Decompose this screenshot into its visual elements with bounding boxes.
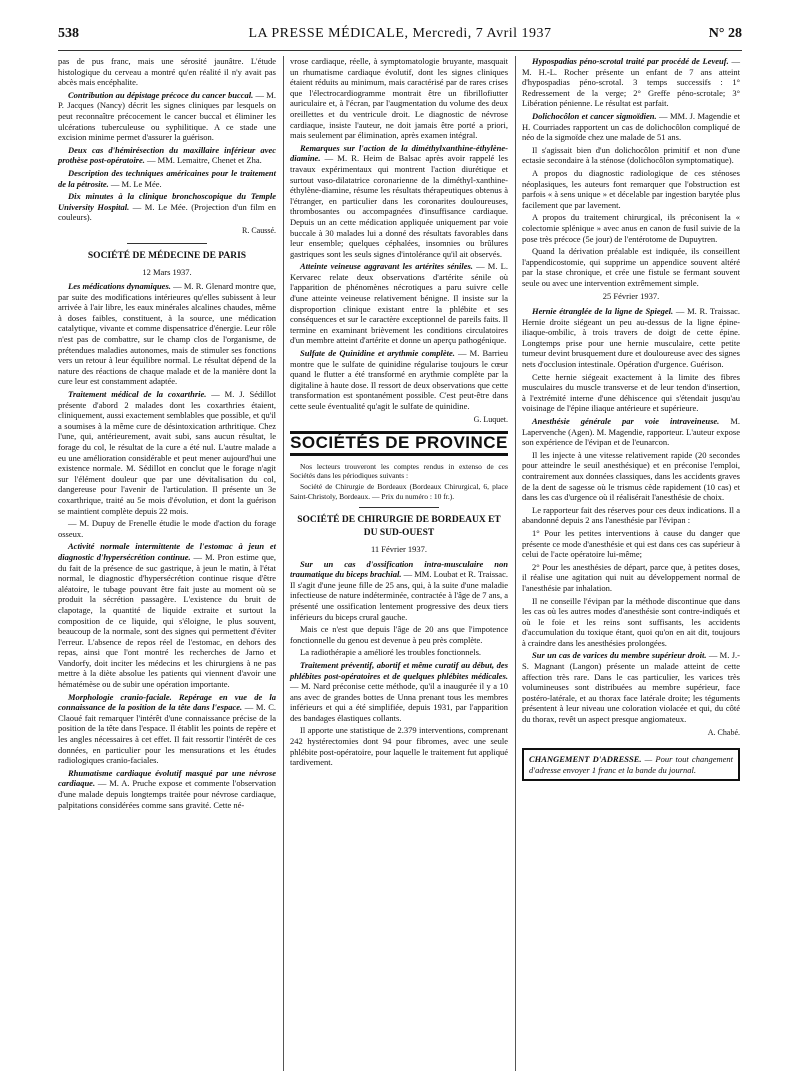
session-date: 11 Février 1937. [370, 543, 428, 554]
article-title: Contribution au dépistage précoce du cancer buccal. [68, 89, 254, 100]
paragraph: 2° Pour les anesthésies de départ, parce que, à petites doses, il réalise une agitation qui nuit au développement normal de l'anesthésie par inhalation. [522, 561, 740, 593]
article-title: Activité normale intermittente de l'estomac à jeun et diagnostic d'hypersécrétion continue. [58, 541, 276, 562]
signature: R. Caussé. [242, 225, 276, 235]
article-title: Anesthésie générale par voie intraveineuse. [532, 416, 720, 426]
article-text: — M. A. Pruche expose et commente l'observation d'une malade depuis longtemps traitée pour névrose cardiaque, palpitations considérées comme sans gravité. Cette né- [58, 778, 276, 810]
article-title: Sur un cas d'ossification intra-musculaire non traumatique du biceps brachial. [290, 558, 508, 580]
article-paragraph [290, 261, 508, 346]
column-3 [522, 56, 740, 781]
signature: A. Chabé. [707, 727, 740, 737]
paragraph: Il apporte une statistique de 2.379 interventions, comprenant 242 hystérectomies dont 94 pour fibromes, avec une seule phlébite post-opératoire, pour laquelle le traitement fut appliqué tardivement. [290, 725, 508, 768]
paragraph: — M. Dupuy de Frenelle étudie le mode d'action du forage osseux. [58, 518, 276, 539]
article-title: Morphologie cranio-faciale. Repérage en vue de la connaissance de la position de la tête dans l'espace. [58, 691, 276, 713]
article-paragraph [58, 281, 276, 387]
paragraph: Cette hernie siégeait exactement à la limite des fibres musculaires du muscle transverse et de leur tendon d'insertion, à l'extrémité interne d'une déhiscence qui s'étendait jusqu'au voisinage de l'épine iliaque antérieure et supérieure. [522, 371, 740, 414]
article-text: — M. C. Claoué fait remarquer l'intérêt d'une connaissance précise de la position de la tête dans l'espace. Il établit les points de repère et les angles nécessaires à cet effet. Il fait ressortir l'intérêt de ces données, en particulier pour les mensurations et les études radiologiques cranio-faciales. [58, 702, 276, 766]
section-banner: SOCIÉTÉS DE PROVINCE [290, 431, 508, 456]
journal-title: LA PRESSE MÉDICALE, Mercredi, 7 Avril 1937 [248, 26, 552, 41]
separator [359, 507, 439, 508]
article-title: Sulfate de Quinidine et arythmie complète. [300, 348, 455, 359]
periodical-note: Société de Chirurgie de Bordeaux (Bordeaux Chirurgical, 6, place Saint-Christoly, Bordeaux. — Prix du numéro : 10 fr.). [290, 482, 508, 501]
paragraph: A propos du traitement chirurgical, ils préconisent la « colectomie splénique » avec anus en canon de fusil suivie de la pose très précoce (5e jour) de l'entérotome de Dupuytren. [522, 212, 740, 244]
article-paragraph [290, 660, 508, 724]
intro-note: Nos lecteurs trouveront les comptes rendus in extenso de ces Sociétés dans les périodiques suivants : [290, 461, 508, 481]
article-text: — M. P. Jacques (Nancy) décrit les signes cliniques par lesquels on peut reconnaître précocement le cancer buccal et éliminer les ulcérations tuberculeuse ou syphilitique. A ce stade une excision minime permet d'assurer la guérison. [58, 89, 276, 143]
article-title: Traitement médical de la coxarthrie. [68, 389, 207, 400]
paragraph: A propos du diagnostic radiologique de ces sténoses néoplasiques, les auteurs font remarquer que l'obstruction est parfois « à sens unique » et décelable par ingestion barytée plus facilement que par lavement. [522, 167, 740, 210]
paragraph: Le rapporteur fait des réserves pour ces deux indications. Il a abandonné depuis 2 ans l'anesthésie par l'évipan : [522, 504, 740, 526]
article-paragraph [522, 111, 740, 143]
page-number: 538 [58, 26, 79, 41]
article-paragraph [290, 348, 508, 412]
article-title: Traitement préventif, abortif et même curatif au début, des phlébites post-opératoires et de quelques phlébites médicales. [290, 659, 508, 681]
paragraph: La radiothérapie a amélioré les troubles fonctionnels. [300, 647, 482, 658]
paragraph: vrose cardiaque, réelle, à symptomatologie bruyante, masquait un rhumatisme cardiaque évolutif, dont les signes cliniques étaient réduits au minimum, mais caractérisé par de rares crises que l'électrocardiogramme montrait être un fibrillofiutter auriculaire et, à l'écran, par l'augmentation du volume des deux oreillettes et du ventricule droit. Le diagnostic de névrose cardiaque, insiste l'auteur, ne doit jamais être porté a priori, mais seulement par élimination, après examen intégral. [290, 56, 508, 141]
paragraph: Il ne conseille l'évipan par la méthode discontinue que dans les cas où les autres modes d'anesthésie sont contre-indiqués et où le foie et les reins sont suffisants, les accidents d'accumulation du toxique étant, quoi qu'on en ait dit, toujours à craindre dans les anesthésies prolongées. [522, 595, 740, 648]
article-text: — M. J. Sédillot présente d'abord 2 malades dont les coxarthries étaient, cliniquement, aussi exactement semblables que possible, et qu'il a soumises à la même cure de désintoxication arthritique. Chez l'une, qui, antérieurement, avait subi, sans aucun résultat, le forage du col, le résultat de la cure a été nul. L'autre malade a eu une amélioration considérable et peut mener aujourd'hui une existence normale. M. Sédillot en conclut que le forage n'agit sur l'élément douleur que par une dévitalisation du col, dangereuse pour l'avenir de l'articulation. Il présente un 3e coxarthrique, traité au 5e mois d'évolution, et dont la guérison se maintient complète depuis 22 mois. [58, 389, 276, 516]
article-text: — M. R. Glenard montre que, par suite des modifications intérieures qu'elles subissent à leur arrivée à l'air libre, les eaux minérales alcalines chaudes, même à doses faibles, constituent, à la source, une médication catalytique, vivante et comme dispensatrice d'énergie. Leur rôle n'est pas de combattre, sur le champ clos de l'organisme, de prétendues maladies autonomes, mais de stimuler ses fonctions vers un retour à leur équilibre normal. Le résultat dépend de la nature des réactions de chaque malade et de la manière dont la cure leur est constamment adaptée. [58, 281, 276, 387]
session-date: 25 Février 1937. [602, 291, 660, 302]
article-text: — M. Le Mée. (Projection d'un film en couleurs). [58, 201, 276, 223]
article-paragraph [58, 692, 276, 766]
paragraph: 1° Pour les petites interventions à cause du danger que présente ce mode d'anesthésie et qui est dans ces cas supérieur à celui de l'acte opératoire lui-même; [522, 527, 740, 560]
article-title: Rhumatisme cardiaque évolutif masqué par une névrose cardiaque. [58, 767, 276, 789]
paragraph: Il s'agissait bien d'un dolichocôlon primitif et non d'une ectasie secondaire à la sténose (dolichocôlon symptomatique). [522, 144, 740, 166]
page-header [58, 26, 742, 48]
article-paragraph [522, 650, 740, 724]
separator [127, 243, 207, 244]
article-text: — M. Barrieu montre que le sulfate de quinidine régularise toujours le cœur quand le flutter a été transformé en arythmie complète par la digitaline à haute dose. Il ressort de deux observations que cette transformation est spontanément possible. C'est peut-être dans cette seule éventualité qu'agit le sulfate de quinidine. [290, 348, 509, 411]
paragraph: Mais ce n'est que depuis l'âge de 20 ans que l'impotence fonctionnelle du genou est devenue à peu près complète. [290, 624, 508, 645]
article-title: Dolichocôlon et cancer sigmoïdien. [532, 110, 657, 121]
article-paragraph [290, 143, 508, 260]
session-date: 12 Mars 1937. [142, 266, 192, 277]
article-paragraph [58, 389, 276, 516]
column-1 [58, 56, 276, 812]
article-paragraph [58, 541, 276, 689]
article-text: — MM. Loubat et R. Traissac. Il s'agit d'une jeune fille de 25 ans, qui, à la suite d'une maladie infectieuse de nature indéterminée, contractée à l'âge de 7 ans, a présenté une ossification lentement progressive des deux tiers inférieurs du biceps crural gauche. [290, 569, 508, 622]
article-paragraph [290, 559, 508, 623]
paragraph: Il les injecte à une vitesse relativement rapide (20 secondes pour atteindre le seuil anesthésique) et en préconise l'emploi, contrairement aux données classiques, dans les accidents graves de la dent de sagesse où le trismus cède rapidement (10 cas) et dans les cas d'urgence où il réalisérait l'anesthésie de choix. [522, 449, 740, 503]
address-change-notice [522, 748, 740, 781]
column-2 [290, 56, 508, 770]
section-heading: SOCIÉTÉ DE MÉDECINE DE PARIS [87, 250, 247, 261]
article-text: — M. R. Heim de Balsac après avoir rappelé les travaux expérimentaux qui montrent l'action diurétique et surtout vaso-dilatatrice coronarienne de la diméthyl-xanthine-éthylène-diamine, résume les résultats thérapeutiques obtenus à l'étranger, en particulier dans les coronarites douloureuses, thrombosantes ou accompagnées d'insuffisance cardiaque. Depuis un an cette médication appliquée uniquement par voie buccale à 30 malades lui a donné des résultats favorables dans leur ensemble; quelques céphalées, insomnies ou brûlures gastriques sont les seuls signes d'intolérance qu'il ait observés. [290, 153, 508, 259]
article-paragraph [58, 768, 276, 810]
article-title: Atteinte veineuse aggravant les artérites séniles. [300, 261, 473, 272]
article-title: Les médications dynamiques. [68, 281, 171, 292]
article-paragraph [58, 191, 276, 223]
article-title: Sur un cas de varices du membre supérieur droit. [532, 650, 707, 661]
article-text: — M. L. Kervarec relate deux observations d'artérite sénile où l'apparition de phénomènes nécrotiques a paru suivre celle d'une atteinte veineuse relativement bénigne. Il insiste sur la disproportion clinique existant entre la phlébite et ses conséquences et sur le caractère exceptionnel de pareils faits. Il termine en examinant brièvement les conditions circulatoires d'un membre atteint d'artérite et donne un aperçu pathogénique. [290, 261, 508, 346]
article-paragraph [58, 145, 276, 166]
article-text: — M. J.-S. Magnant (Langon) présente un malade atteint de cette affection très rare. Dans le cas particulier, les varices très volumineuses sont distribuées au membre supérieur, face postéro-latérale, et au thorax face latérale droite; les téguments présentent à leur niveau une coloration violacée et qui, du côté du thorax, revêt un aspect presque angiomateux. [522, 650, 740, 725]
section-heading: SOCIÉTÉ DE CHIRURGIE DE BORDEAUX ET DU SUD-OUEST [297, 514, 501, 538]
article-paragraph [58, 168, 276, 189]
article-title: Dix minutes à la clinique bronchoscopique du Temple University Hospital. [58, 191, 276, 212]
article-paragraph [522, 416, 740, 448]
notice-text: — Pour tout changement d'adresse envoyer 1 franc et la bande du journal. [529, 754, 733, 775]
article-text: — MM. J. Magendie et H. Courriades rapportent un cas de dolichocôlon compliqué de néo de la sigmoïde chez une malade de 51 ans. [522, 110, 741, 143]
signature: G. Luquet. [473, 414, 508, 424]
article-title: Description des techniques américaines pour le traitement de la pétrosite. [58, 167, 276, 189]
article-title: Deux cas d'hémirésection du maxillaire inférieur avec prothèse post-opératoire. [58, 144, 276, 166]
article-title: Hypospadias péno-scrotal traité par procédé de Leveuf. [532, 56, 729, 66]
article-text: — M. Nard préconise cette méthode, qu'il a inaugurée il y a 10 ans avec de grandes bottes de Unna prenant tous les membres inférieurs et qui a été simplifiée, depuis 1931, par l'apparition des bandages élastiques collants. [290, 681, 508, 723]
notice-title: CHANGEMENT D'ADRESSE. [529, 754, 642, 765]
column-divider-2 [515, 56, 516, 1071]
article-text: — M. Le Mée. [108, 178, 162, 189]
column-divider-1 [283, 56, 284, 1071]
article-paragraph [58, 90, 276, 143]
header-rule [58, 50, 742, 51]
article-paragraph [522, 56, 740, 109]
issue-number: N° 28 [708, 26, 742, 41]
paragraph: Quand la dérivation préalable est indiquée, ils conseillent l'appendicostomie, qui supprime un appendice souvent altéré par la stase chronique, et crée une fistule se fermant souvent seule ou avec une intervention extrêmement simple. [522, 246, 740, 288]
article-text: — MM. Lemaitre, Chenet et Zha. [144, 155, 262, 166]
article-text: — M. Pron estime que, du fait de la présence de suc gastrique, à jeun le matin, à l'état normal, le diagnostic d'hypersécrétion continue risque d'être aléatoire, le tubage pouvant être fait juste au moment où se produit la sécrétion passagère. L'existence du bruit de clapotage, la quantité de liquide extraite et surtout la composition de ce liquide, qui s'éloigne, le plus souvent, beaucoup de la normale, sont des signes qui permettent d'éviter l'erreur. L'absence de repos réel de l'estomac, en dehors des repas, ainsi que l'ont montré les recherches de Jarno et Vandorfy, doit inciter les médecins et les chirurgiens à ne pas mettre à la diète absolue les patients qui viennent d'avoir une hématémèse ou de subir une opération importante. [58, 551, 277, 690]
article-text: — M. H.-L. Rocher présente un enfant de 7 ans atteint d'hypospadias péno-scrotal. 3 temps successifs : 1° Redressement de la verge; 2° Greffe péno-scrotale; 3° Libération pénienne. Le résultat est parfait. [522, 56, 741, 109]
article-title: Hernie étranglée de la ligne de Spiegel. [532, 306, 674, 317]
article-text: — M. R. Traissac. Hernie droite siégeant un peu au-dessus de la ligne épine-iliaque-ombilic, à trois travers de doigt de cette épine. Longtemps prise pour une hernie musculaire, cette petite tumeur devint brusquement dure et douloureuse avec des signes nets d'occlusion intestinale. Opération d'urgence. Guérison. [522, 306, 740, 370]
article-paragraph [522, 306, 740, 370]
paragraph: pas de pus franc, mais une sérosité jaunâtre. L'étude histologique du cerveau a montré qu'en réalité il n'y avait pas abcès mais encéphalite. [58, 56, 276, 88]
article-text: M. Lapervenche (Agen). M. Magendie, rapporteur. L'auteur expose son expérience de l'évipan et de l'eunarcon. [522, 416, 740, 448]
article-title: Remarques sur l'action de la diméthylxanthine-éthylène-diamine. [290, 142, 508, 164]
